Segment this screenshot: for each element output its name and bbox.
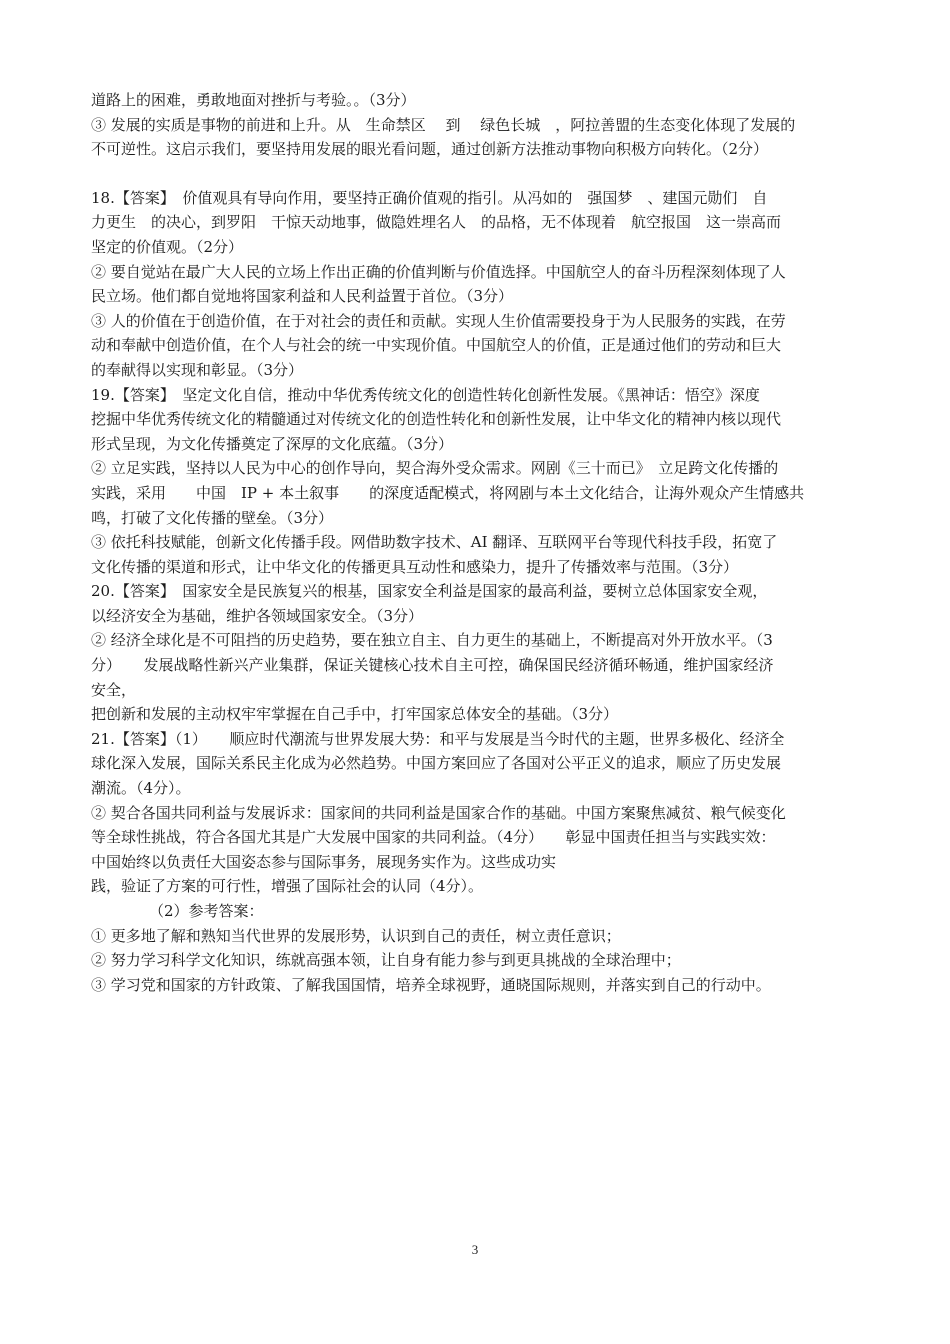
text-line: 力更生 的决心，到罗阳 干惊天动地事，做隐姓埋名人 的品格，无不体现着 航空报国 这一崇高而 xyxy=(91,213,782,232)
text-line: ② 契合各国共同利益与发展诉求：国家间的共同利益是国家合作的基础。中国方案聚焦减贫、粮气候变化 xyxy=(91,803,786,822)
text-line: ② 努力学习科学文化知识，练就高强本领，让自身有能力参与到更具挑战的全球治理中； xyxy=(91,951,681,970)
text-line: 中国始终以负责任大国姿态参与国际事务，展现务实作为。这些成功实 xyxy=(91,852,557,871)
text-line: ③ 发展的实质是事物的前进和上升。从 生命禁区 到 绿色长城 ，阿拉善盟的生态变化体现了发展的 xyxy=(91,115,796,134)
text-line: 坚定的价值观。（2分） xyxy=(91,237,244,256)
answer-19-heading: 19.【答案】 坚定文化自信，推动中华优秀传统文化的创造性转化创新性发展。《黑神话：悟空》深度 xyxy=(91,385,760,404)
text-line: ③ 人的价值在于创造价值，在于对社会的责任和贡献。实现人生价值需要投身于为人民服务的实践，在劳 xyxy=(91,311,786,330)
text-line: 潮流。（4分）。 xyxy=(91,779,191,798)
text-line: ③ 依托科技赋能，创新文化传播手段。网借助数字技术、AI 翻译、互联网平台等现代科技手段，拓宽了 xyxy=(91,533,778,552)
answer-18-heading: 18.【答案】 价值观具有导向作用，要坚持正确价值观的指引。从冯如的 强国梦 、建国元勋们 自 xyxy=(91,188,768,207)
text-line: 文化传播的渠道和形式，让中华文化的传播更具互动性和感染力，提升了传播效率与范围。（3分） xyxy=(91,557,739,576)
paragraph-gap xyxy=(91,162,871,186)
text-line: 形式呈现，为文化传播奠定了深厚的文化底蕴。（3分） xyxy=(91,434,454,453)
text-line: 动和奉献中创造价值，在个人与社会的统一中实现价值。中国航空人的价值，正是通过他们的劳动和巨大 xyxy=(91,336,782,355)
text-line: ③ 学习党和国家的方针政策、了解我国国情，培养全球视野，通晓国际规则，并落实到自己的行动中。 xyxy=(91,975,771,994)
answer-21-heading: 21.【答案】（1） 顺应时代潮流与世界发展大势：和平与发展是当今时代的主题，世界多极化、经济全 xyxy=(91,729,785,748)
text-line: 鸣，打破了文化传播的壁垒。（3分） xyxy=(91,508,334,527)
text-line: ① 更多地了解和熟知当代世界的发展形势，认识到自己的责任，树立责任意识； xyxy=(91,926,621,945)
text-line: ② 要自觉站在最广大人民的立场上作出正确的价值判断与价值选择。中国航空人的奋斗历程深刻体现了人 xyxy=(91,262,786,281)
text-line: 安全， xyxy=(91,680,137,699)
text-line: ② 经济全球化是不可阻挡的历史趋势，要在独立自主、自力更生的基础上，不断提高对外开放水平。（3 xyxy=(91,631,773,650)
text-line: 民立场。他们都自觉地将国家利益和人民利益置于首位。（3分） xyxy=(91,287,514,306)
text-line: 以经济安全为基础，维护各领域国家安全。（3分） xyxy=(91,606,424,625)
text-line: 等全球性挑战，符合各国尤其是广大发展中国家的共同利益。（4分） 彰显中国责任担当与实践实效： xyxy=(91,828,776,847)
text-line: 把创新和发展的主动权牢牢掌握在自己手中，打牢国家总体安全的基础。（3分） xyxy=(91,705,619,724)
text-line: 实践，采用 中国 IP + 本土叙事 的深度适配模式，将网剧与本土文化结合，让海外观众产生情感共 xyxy=(91,483,805,502)
reference-answer-label: （2）参考答案： xyxy=(149,902,264,920)
document-body xyxy=(91,88,871,997)
answer-20-heading: 20.【答案】 国家安全是民族复兴的根基，国家安全利益是国家的最高利益，要树立总体国家安全观， xyxy=(91,582,768,601)
text-line: 球化深入发展，国际关系民主化成为必然趋势。中国方案回应了各国对公平正义的追求，顺应了历史发展 xyxy=(91,754,782,773)
page-number: 3 xyxy=(471,1242,479,1257)
text-line: 挖掘中华优秀传统文化的精髓通过对传统文化的创造性转化和创新性发展，让中华文化的精神内核以现代 xyxy=(91,410,782,429)
text-line: ② 立足实践，坚持以人民为中心的创作导向，契合海外受众需求。网剧《三十而已》 立足跨文化传播的 xyxy=(91,459,779,478)
text-line: 践，验证了方案的可行性，增强了国际社会的认同（4分）。 xyxy=(91,877,484,896)
text-line: 不可逆性。这启示我们，要坚持用发展的眼光看问题，通过创新方法推动事物向积极方向转化。（2分） xyxy=(91,140,769,159)
text-line: 的奉献得以实现和彰显。（3分） xyxy=(91,360,304,379)
text-line: 道路上的困难，勇敢地面对挫折与考验。。（3分） xyxy=(91,91,416,109)
text-line: 分） 发展战略性新兴产业集群，保证关键核心技术自主可控，确保国民经济循环畅通，维护国家经济 xyxy=(91,656,774,675)
